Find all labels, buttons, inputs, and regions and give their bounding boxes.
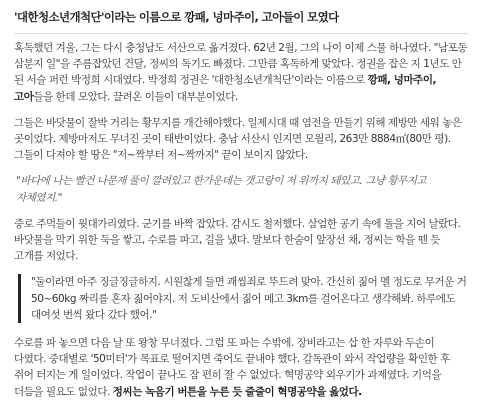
block-quote (18, 274, 468, 323)
paragraph-1-end: 들을 한데 모았다. 끌려온 이들이 대부분이었다. (33, 90, 238, 103)
italic-quote: "바다에 나는 빨건 나문재 풀이 깔려있고 한가운데는 갯고랑이 저 위까지 돼있고. 그냥 황무지고 자체였지." (16, 175, 427, 204)
block-quote-text: "둘이라면 아주 징글징글하지. 시원찮게 들면 괘씸죄로 뚜드려 맞아. 간신히 짊어 멜 정도로 무거운 거 50~60kg 짜리를 혼자 짊어야지. 저 도비산에서 짊어 메고 3km를 걸어온다고 생각해봐. 하루에도 대여섯 번씩 왔다 갔다 했어." (31, 276, 467, 321)
paragraph-3: 중로 주먹들이 윗대가리였다. 군기를 바짝 잡았다. 감시도 철저했다. 삼엄한 공기 속에 돌을 지어 날랐다. 바닷물을 막기 위한 둑을 쌓고, 수로를 파고, 길을 냈다. 말보다 한숨이 앞장선 채, 정씨는 학을 뗀 듯 고개를 저었다. (14, 217, 461, 263)
paragraph-4-text: 수로를 파 놓으면 다음 날 또 왕창 무너졌다. 그럼 또 파는 수밖에. 장비라고는 삽 한 자루와 두손이 다였다. 중대별로 '50미터'가 목표로 떨어지면 죽어도 끝내야 했다. 감독관이 와서 작업량을 확인한 후 쥐어 터지는 게 일이었다. 작업이 끝나도 잠 편히 잘 수 없었다. 혁명공약 외우기가 과제였다. 기억을 더듬을 필요도 없었다. (14, 337, 450, 398)
paragraph-2: 그들은 바닷물이 잘박 거리는 황무지를 개간해야했다. 일제시대 때 염전을 만들기 위해 제방만 세워 놓은 곳이었다. 제방마저도 무너진 곳이 태반이었다. 충남 서산시 인지면 모월리, 263만 8884㎡(80만 평). 그들이 다져야 할 땅은 "저~짝부터 저~짝까지" 끝이 보이지 않았다. (14, 116, 462, 162)
paragraph-4-bold: 정씨는 녹음기 버튼을 누른 듯 줄줄이 혁명공약을 읊었다. (112, 385, 362, 398)
paragraph-4 (14, 335, 468, 400)
heading-divider (14, 33, 468, 34)
paragraph-1 (14, 40, 468, 105)
section-heading: '대한청소년개척단'이라는 이름으로 깡패, 넝마주이, 고아들이 모였다 (14, 10, 339, 24)
paragraph-1-bold: 깡패, 넝마주이, 고아 (14, 74, 437, 103)
paragraph-1-text: 혹독했던 겨울, 그는 다시 충청남도 서산으로 옮겨졌다. 62년 2월, 그의 나이 이제 스물 하나였다. "남포동 삼분지 일"을 주름잡았던 건달, 정씨의 독기도 빠졌다. 그만큼 혹독하게 맞았다. 정권을 잡은 지 1년도 안 된 서슬 퍼런 박정희 시대였다. 박정희 정권은 '대한청소년개척단'이라는 이름으로 (14, 42, 468, 87)
